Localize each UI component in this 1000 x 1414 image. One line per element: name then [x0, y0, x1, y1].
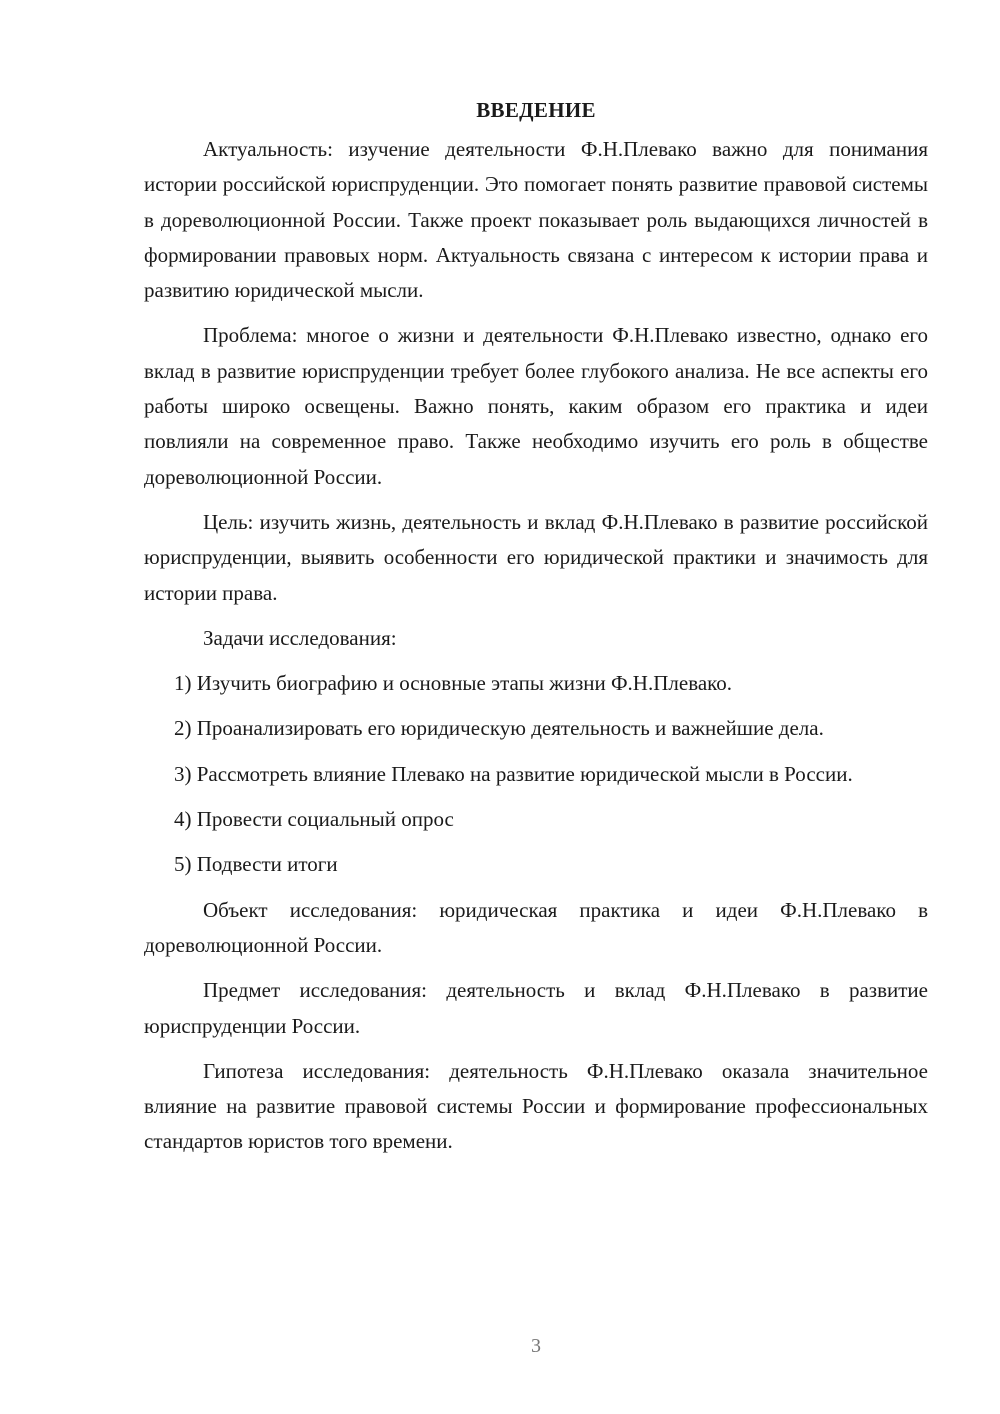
relevance-paragraph: Актуальность: изучение деятельности Ф.Н.Плевако важно для понимания истории российской юриспруденции. Это помогает понять развитие правовой системы в дореволюционной России. Также проект показывает роль выдающихся личностей в формировании правовых норм. Актуальность связана с интересом к истории права и развитию юридической мысли. [144, 137, 928, 303]
document-page [144, 96, 928, 1160]
subject-paragraph: Предмет исследования: деятельность и вклад Ф.Н.Плевако в развитие юриспруденции России. [144, 978, 928, 1038]
task-item: 2) Проанализировать его юридическую деятельность и важнейшие дела. [174, 716, 824, 741]
object-paragraph: Объект исследования: юридическая практика и идеи Ф.Н.Плевако в дореволюционной России. [144, 897, 928, 957]
task-item: 5) Подвести итоги [174, 852, 338, 877]
goal-paragraph: Цель: изучить жизнь, деятельность и вклад Ф.Н.Плевако в развитие российской юриспруденции, выявить особенности его юридической практики и значимость для истории права. [144, 509, 928, 605]
problem-paragraph: Проблема: многое о жизни и деятельности Ф.Н.Плевако известно, однако его вклад в развитие юриспруденции требует более глубокого анализа. Не все аспекты его работы широко освещены. Важно понять, каким образом его практика и идеи повлияли на современное право. Также необходимо изучить его роль в обществе дореволюционной России. [144, 323, 928, 489]
page-title: ВВЕДЕНИЕ [476, 98, 596, 122]
page-number: 3 [531, 1335, 541, 1357]
hypothesis-paragraph: Гипотеза исследования: деятельность Ф.Н.Плевако оказала значительное влияние на развитие правовой системы России и формирование профессиональных стандартов юристов того времени. [144, 1058, 928, 1154]
task-item: 4) Провести социальный опрос [174, 807, 454, 832]
tasks-heading: Задачи исследования: [203, 625, 397, 650]
task-item: 1) Изучить биографию и основные этапы жизни Ф.Н.Плевако. [174, 671, 733, 696]
task-item: 3) Рассмотреть влияние Плевако на развитие юридической мысли в России. [174, 761, 853, 786]
